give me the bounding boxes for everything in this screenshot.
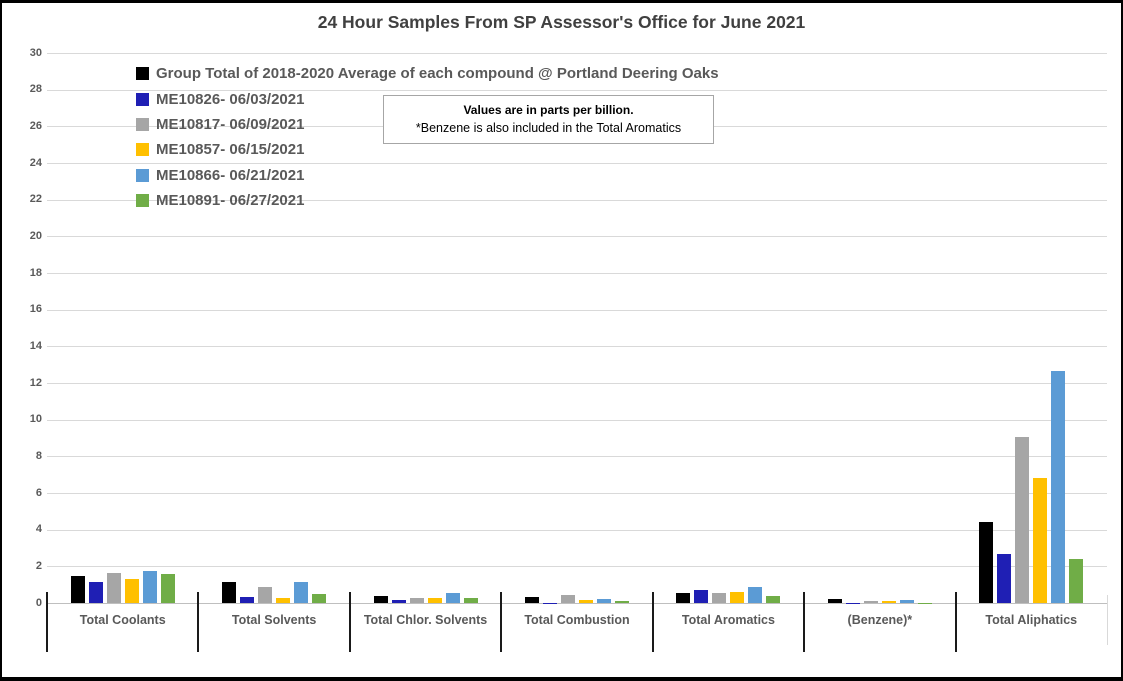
legend-item-label: ME10866- 06/21/2021	[156, 166, 305, 184]
bar	[143, 571, 157, 603]
bar	[374, 596, 388, 603]
annotation-line-1: Values are in parts per billion.	[463, 103, 634, 118]
category-separator	[197, 592, 199, 652]
bar	[410, 598, 424, 603]
bar	[864, 601, 878, 603]
legend-item	[136, 188, 719, 213]
bar	[89, 582, 103, 603]
bar	[828, 599, 842, 603]
bar	[730, 592, 744, 603]
bar	[979, 522, 993, 603]
bar	[694, 590, 708, 603]
category-separator	[955, 592, 957, 652]
category-label: Total Combustion	[524, 613, 630, 627]
legend-swatch	[136, 169, 149, 182]
category-separator	[803, 592, 805, 652]
y-axis-tick-label: 24	[29, 156, 42, 169]
gridline	[47, 346, 1107, 347]
bar	[561, 595, 575, 603]
gridline	[47, 456, 1107, 457]
gridline	[47, 236, 1107, 237]
bar	[1051, 371, 1065, 603]
bar	[125, 579, 139, 603]
category-label: Total Chlor. Solvents	[363, 613, 488, 627]
bar	[240, 597, 254, 603]
bar	[676, 593, 690, 603]
y-axis-tick-label: 22	[29, 193, 42, 206]
bar	[1069, 559, 1083, 603]
bar	[392, 600, 406, 603]
category-separator	[349, 592, 351, 652]
y-axis-tick-label: 6	[35, 486, 42, 499]
annotation-box	[383, 95, 714, 144]
bar	[71, 576, 85, 604]
x-axis-line	[47, 603, 1107, 604]
bar	[525, 597, 539, 603]
bar	[766, 596, 780, 603]
y-axis-tick-label: 30	[29, 46, 42, 59]
legend-item	[136, 163, 719, 188]
plot-right-edge-tick	[1107, 595, 1108, 645]
y-axis-tick-label: 26	[29, 119, 42, 132]
legend-item-label: ME10857- 06/15/2021	[156, 141, 305, 159]
category-label: Total Coolants	[79, 613, 166, 627]
bar	[446, 593, 460, 603]
category-separator	[500, 592, 502, 652]
y-axis-tick-label: 14	[29, 339, 42, 352]
y-axis-tick-label: 2	[35, 559, 42, 572]
chart-title: 24 Hour Samples From SP Assessor's Office for June 2021	[317, 12, 806, 32]
category-label: Total Aliphatics	[985, 613, 1078, 627]
legend-item	[136, 61, 719, 86]
legend-swatch	[136, 194, 149, 207]
bar	[161, 574, 175, 603]
y-axis-tick-label: 12	[29, 376, 42, 389]
category-label: Total Aromatics	[681, 613, 775, 627]
gridline	[47, 273, 1107, 274]
bar	[748, 587, 762, 603]
bar	[900, 600, 914, 603]
category-separator	[46, 592, 48, 652]
bar	[615, 601, 629, 603]
gridline	[47, 53, 1107, 54]
legend-item-label: ME10826- 06/03/2021	[156, 90, 305, 108]
y-axis-tick-label: 0	[35, 596, 42, 609]
bar	[882, 601, 896, 603]
bar	[428, 598, 442, 604]
bar	[276, 598, 290, 603]
y-axis-tick-label: 8	[35, 449, 42, 462]
bar	[579, 600, 593, 603]
legend-item-label: ME10817- 06/09/2021	[156, 115, 305, 133]
legend-item-label: Group Total of 2018-2020 Average of each compound @ Portland Deering Oaks	[156, 65, 719, 83]
legend-swatch	[136, 67, 149, 80]
y-axis-tick-label: 10	[29, 413, 42, 426]
y-axis-tick-label: 18	[29, 266, 42, 279]
bar	[997, 554, 1011, 604]
gridline	[47, 383, 1107, 384]
y-axis-tick-label: 4	[35, 523, 42, 536]
category-label: Total Solvents	[231, 613, 317, 627]
gridline	[47, 566, 1107, 567]
bar	[1015, 437, 1029, 603]
annotation-line-2: *Benzene is also included in the Total Aromatics	[415, 121, 682, 136]
bar	[294, 582, 308, 603]
legend-swatch	[136, 93, 149, 106]
category-label: (Benzene)*	[847, 613, 913, 627]
legend-swatch	[136, 118, 149, 131]
bar	[597, 599, 611, 603]
gridline	[47, 530, 1107, 531]
legend-swatch	[136, 143, 149, 156]
y-axis-tick-label: 28	[29, 83, 42, 96]
gridline	[47, 493, 1107, 494]
category-separator	[652, 592, 654, 652]
y-axis-tick-label: 16	[29, 303, 42, 316]
bar	[1033, 478, 1047, 603]
legend-item-label: ME10891- 06/27/2021	[156, 192, 305, 210]
gridline	[47, 310, 1107, 311]
gridline	[47, 420, 1107, 421]
bar	[258, 587, 272, 604]
bar	[107, 573, 121, 603]
y-axis-tick-label: 20	[29, 229, 42, 242]
bar	[712, 593, 726, 603]
bar	[222, 582, 236, 603]
bar	[312, 594, 326, 603]
bar	[464, 598, 478, 604]
